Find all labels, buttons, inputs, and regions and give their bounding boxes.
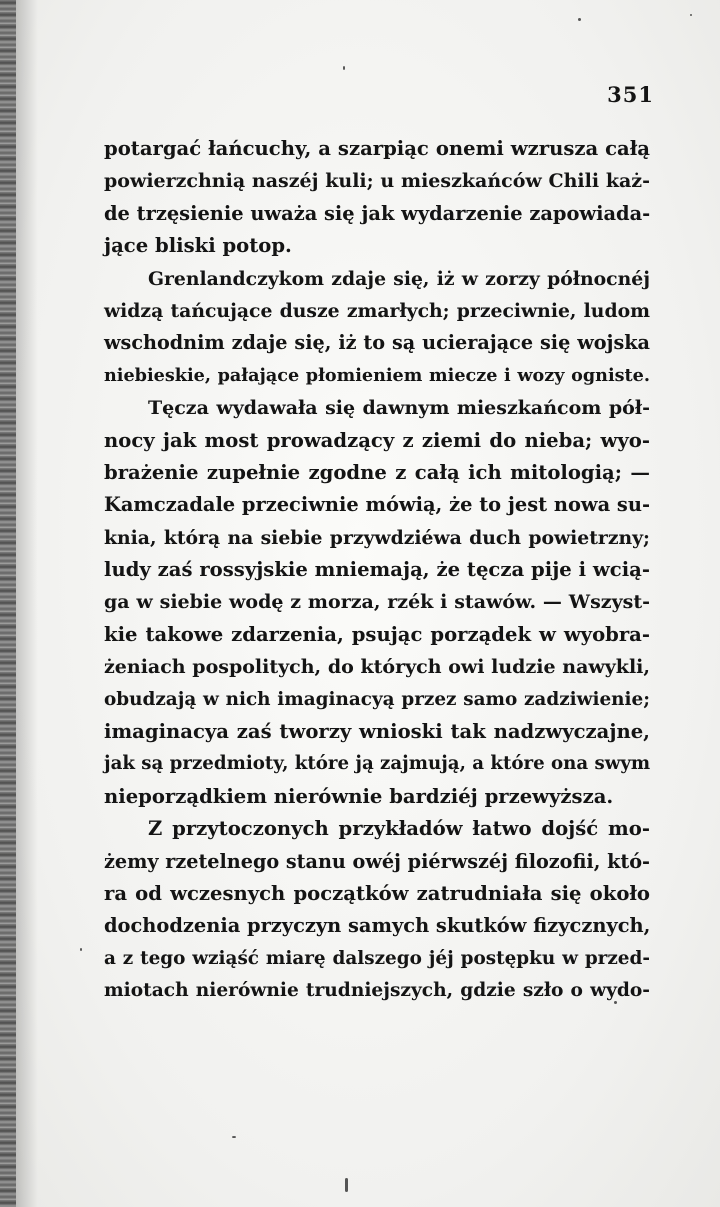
text-line: żemy rzetelnego stanu owéj piérwszéj filozofii, któ- (104, 849, 651, 873)
paper-speck (690, 14, 692, 16)
text-line: kie takowe zdarzenia, psując porządek w wyobra- (104, 622, 650, 646)
text-line: ludy zaś rossyjskie mniemają, że tęcza pije i wcią- (104, 558, 650, 582)
paper-speck (343, 66, 345, 70)
text-line: nocy jak most prowadzący z ziemi do nieba; wyo- (104, 428, 650, 452)
text-line: dochodzenia przyczyn samych skutków fizycznych, (104, 914, 651, 938)
binding-shadow (16, 0, 38, 1207)
text-line: a z tego wziąść miarę dalszego jéj postępku w przed- (104, 947, 650, 969)
text-line: potargać łańcuchy, a szarpiąc onemi wzrusza całą (104, 137, 650, 160)
text-line: widzą tańcujące dusze zmarłych; przeciwnie, ludom (104, 299, 650, 322)
page-number: 351 (607, 82, 654, 107)
text-line: jące bliski potop. (104, 234, 292, 258)
text-line: obudzają w nich imaginacyą przez samo zadziwienie; (104, 688, 650, 710)
text-line: niebieskie, pałające płomieniem miecze i wozy ogniste. (104, 364, 650, 386)
text-line: jak są przedmioty, które ją zajmują, a które ona swym (104, 753, 651, 775)
text-line: wschodnim zdaje się, iż to są ucierające się wojska (104, 331, 650, 355)
text-line: imaginacya zaś tworzy wnioski tak nadzwyczajne, (104, 720, 650, 744)
text-line: Z przytoczonych przykładów łatwo dojść mo- (148, 817, 650, 841)
paper-speck (578, 18, 581, 21)
binding-edge (0, 0, 16, 1207)
text-line: ga w siebie wodę z morza, rzék i stawów. — Wszyst- (104, 591, 650, 614)
text-line: Kamczadale przeciwnie mówią, że to jest nowa su- (104, 493, 650, 517)
text-line: brażenie zupełnie zgodne z całą ich mitologią; — (104, 460, 650, 484)
paper-speck (345, 1178, 348, 1192)
paper-speck (232, 1136, 236, 1138)
text-line: powierzchnią naszéj kuli; u mieszkańców Chili każ- (104, 170, 650, 193)
text-line: ra od wczesnych początków zatrudniała się około (104, 881, 650, 905)
body-text (104, 133, 650, 1008)
text-line: żeniach pospolitych, do których owi ludzie nawykli, (104, 656, 650, 679)
text-line: Tęcza wydawała się dawnym mieszkańcom pół- (148, 397, 650, 420)
text-line: Grenlandczykom zdaje się, iż w zorzy północnéj (148, 267, 650, 290)
text-line: nieporządkiem nierównie bardziéj przewyższa. (104, 784, 614, 808)
paper-speck (80, 948, 82, 951)
text-line: de trzęsienie uważa się jak wydarzenie zapowiada- (104, 201, 651, 225)
text-line: knia, którą na siebie przywdziéwa duch powietrzny; (104, 526, 650, 549)
text-line: miotach nierównie trudniejszych, gdzie szło o wydo- (104, 980, 650, 1002)
